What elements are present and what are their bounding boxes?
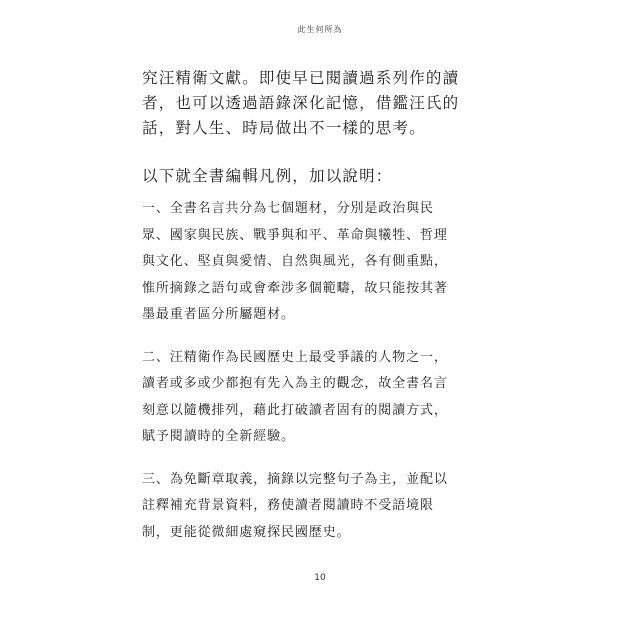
- convention-line: 刻意以隨機排列，藉此打破讀者固有的閱讀方式，: [142, 402, 448, 418]
- convention-line: 三、為免斷章取義，摘錄以完整句子為主，並配以: [142, 471, 448, 487]
- convention-line: 讀者或多或少都抱有先入為主的觀念，故全書名言: [142, 376, 448, 391]
- lead-paragraph: [142, 66, 502, 141]
- convention-line: 眾、國家與民族、戰爭與和平、革命與犧牲、哲理: [142, 227, 448, 243]
- page-number: 10: [314, 573, 326, 583]
- lead-line: 者，也可以透過語錄深化記憶，借鑑汪氏的: [142, 94, 460, 112]
- convention-line: 賦予閱讀時的全新經驗。: [142, 429, 295, 444]
- convention-item-1: [142, 196, 482, 329]
- convention-line: 惟所摘錄之語句或會牽涉多個範疇，故只能按其著: [142, 280, 448, 296]
- lead-line: 話，對人生、時局做出不一樣的思考。: [142, 119, 426, 137]
- convention-item-2: [142, 345, 482, 451]
- editorial-conventions-list: [142, 196, 482, 562]
- convention-line: 註釋補充背景資料，務使讀者閱讀時不受語境限: [142, 498, 434, 513]
- convention-line: 一、全書名言共分為七個題材，分別是政治與民: [142, 201, 434, 216]
- convention-paragraph: [142, 345, 482, 451]
- editorial-intro: 以下就全書編輯凡例，加以說明：: [142, 167, 393, 185]
- lead-line: 究汪精衛文獻。即使早已閱讀過系列作的讀: [142, 69, 460, 87]
- convention-paragraph: [142, 467, 482, 547]
- lead-paragraph-block: [142, 66, 502, 189]
- convention-item-3: [142, 467, 482, 547]
- convention-line: 與文化、堅貞與愛情、自然與風光，各有側重點，: [142, 254, 448, 269]
- convention-paragraph: [142, 196, 482, 329]
- convention-line: 墨最重者區分所屬題材。: [142, 307, 295, 322]
- convention-line: 二、汪精衛作為民國歷史上最受爭議的人物之一，: [142, 349, 448, 365]
- convention-line: 制，更能從微細處窺探民國歷史。: [142, 524, 351, 540]
- running-title: 此生何所為: [297, 25, 343, 34]
